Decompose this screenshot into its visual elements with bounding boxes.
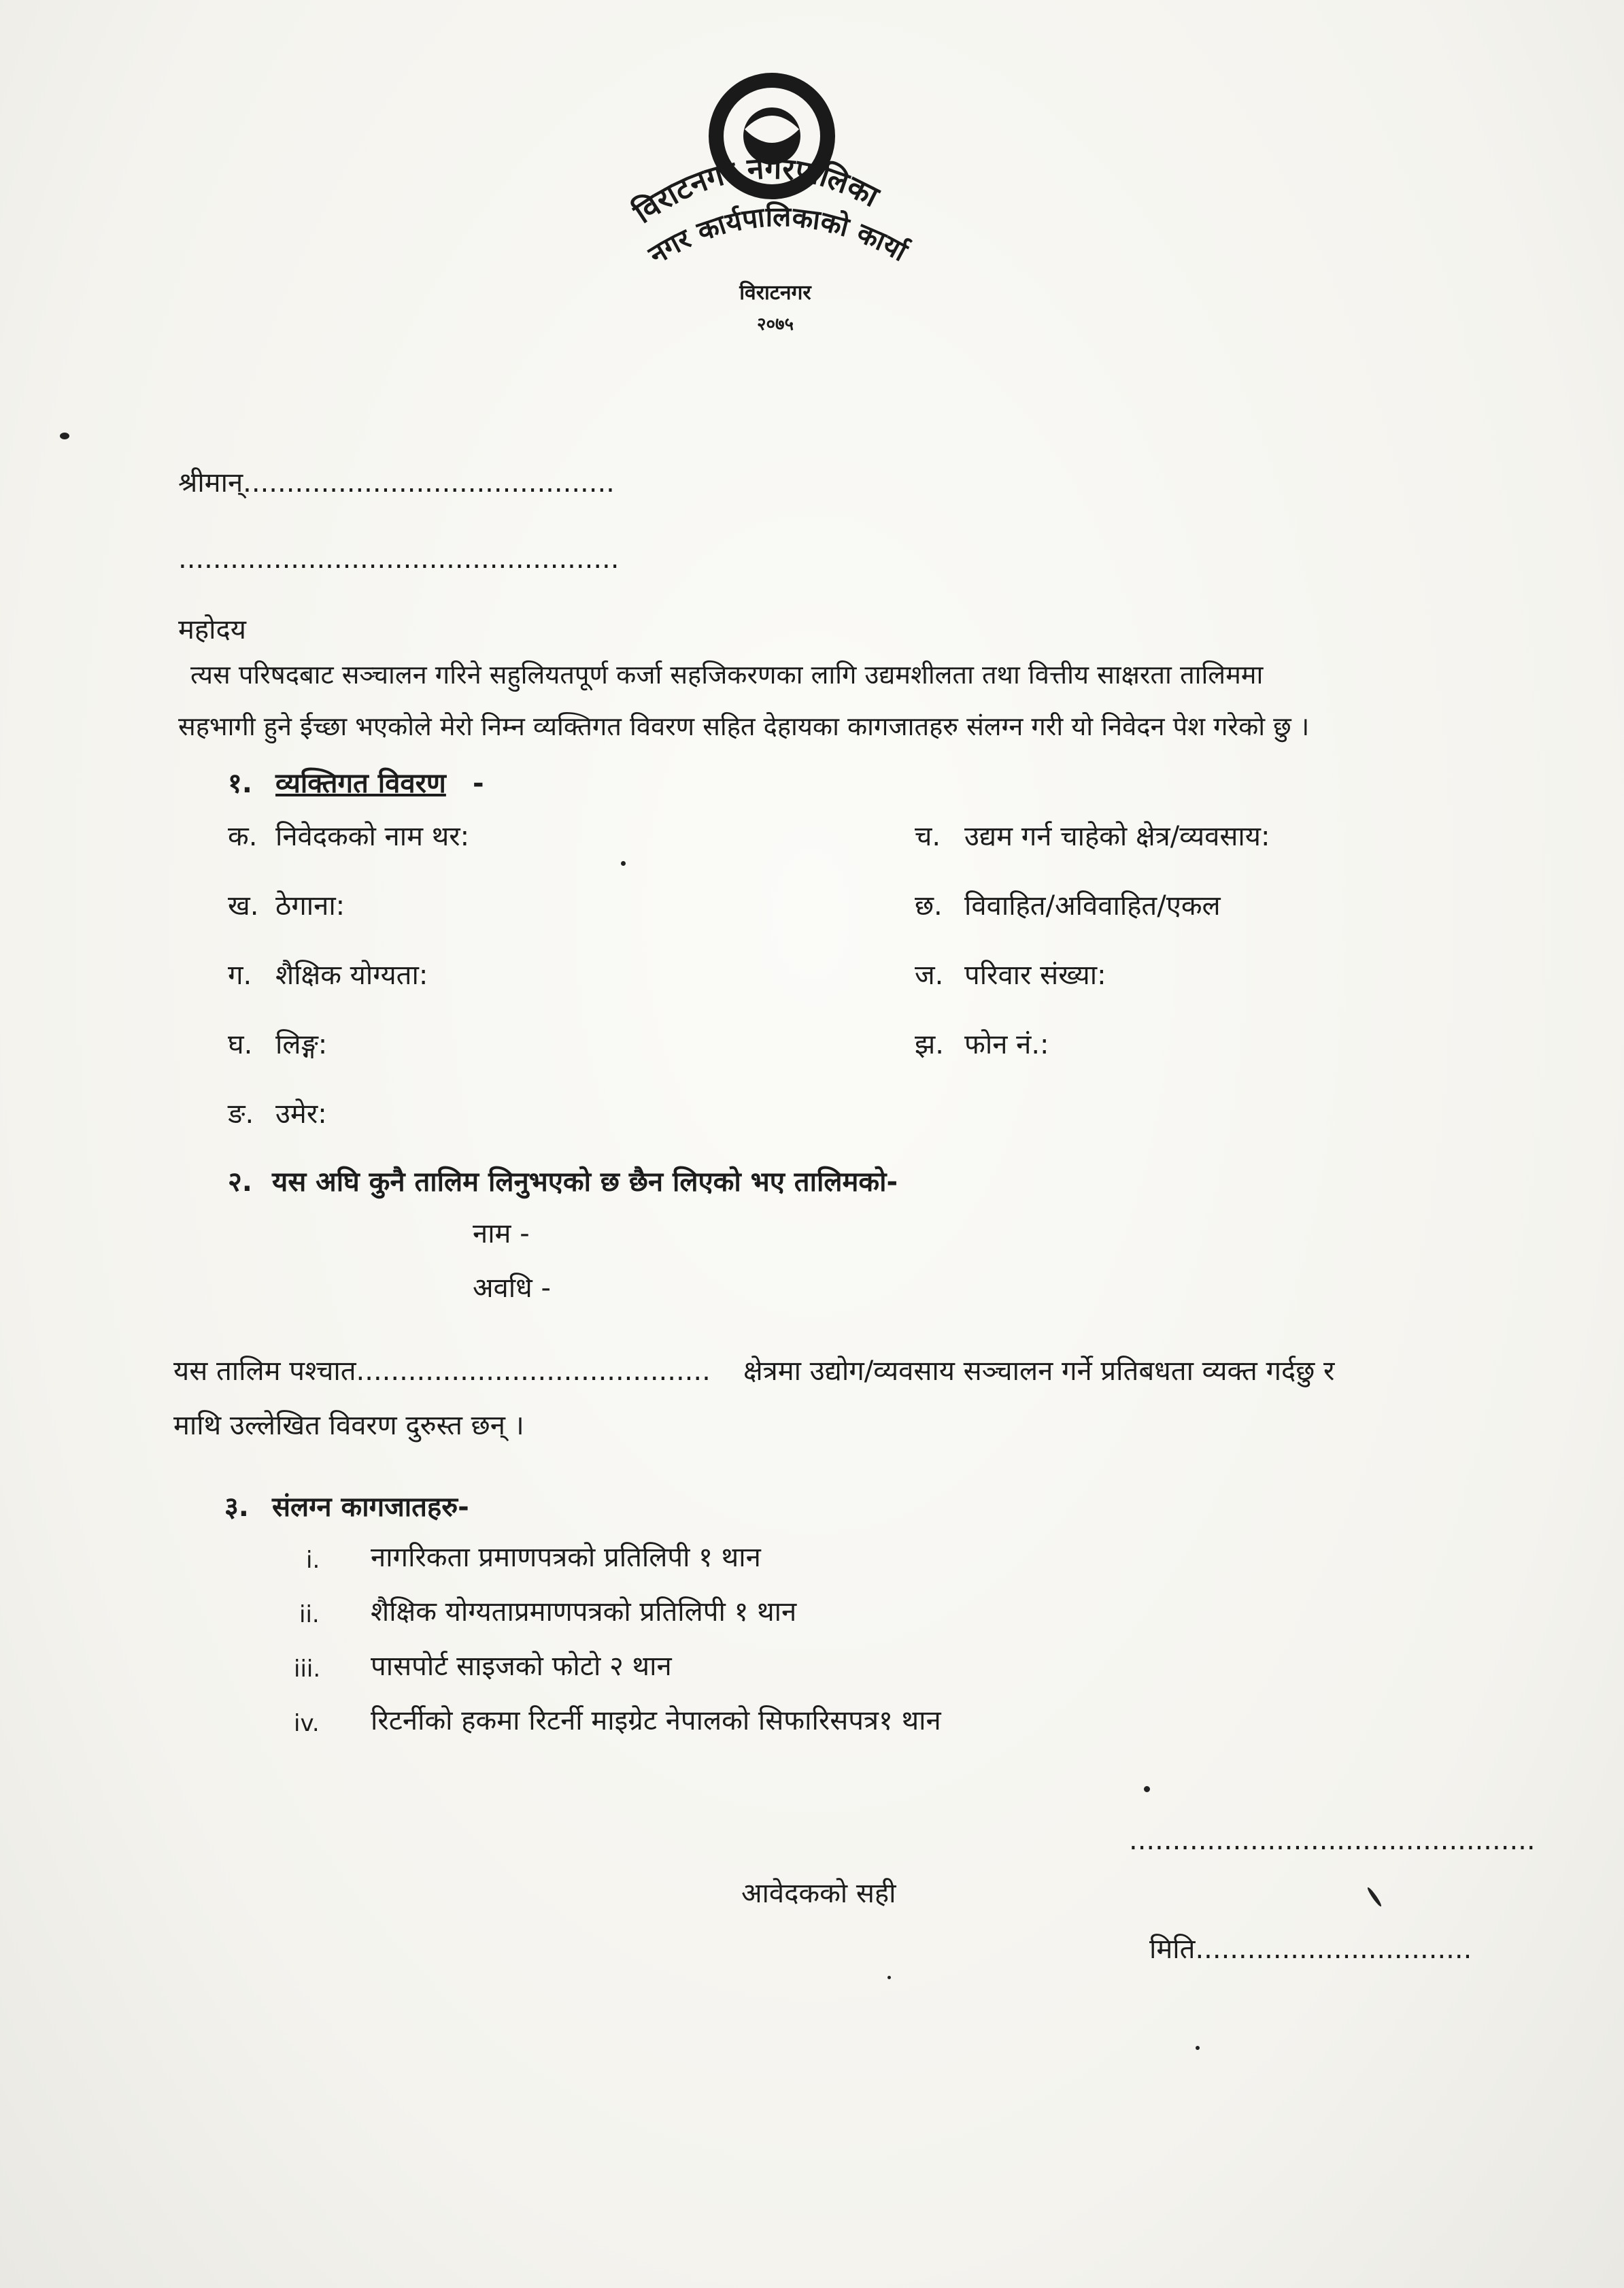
- field-age: उमेर:: [275, 1098, 327, 1130]
- signature-label: आवेदकको सही: [741, 1878, 896, 1909]
- field-gender: लिङ्ग:: [275, 1029, 328, 1060]
- field-marker: ग.: [228, 960, 252, 991]
- section3-number: ३.: [224, 1492, 249, 1523]
- field-marker: च.: [915, 821, 941, 852]
- field-family-size: परिवार संख्या:: [964, 960, 1106, 991]
- field-marker: ज.: [915, 960, 944, 991]
- section1-title-suffix: -: [473, 768, 484, 799]
- svg-text:नगर कार्यपालिकाको कार्यालय: [615, 61, 914, 271]
- seal-emblem-icon: [615, 61, 915, 347]
- paper-speck: [1366, 1886, 1383, 1907]
- training-name-label: नाम -: [473, 1218, 530, 1249]
- field-marker: ख.: [228, 890, 259, 922]
- seal-text-3: विराटनगर: [739, 281, 811, 305]
- section1-title: व्यक्तिगत विवरण: [275, 768, 446, 799]
- signature-line: ...............................................: [1129, 1825, 1536, 1856]
- commitment-line-2: माथि उल्लेखित विवरण दुरुस्त छन् ।: [173, 1410, 524, 1441]
- field-education: शैक्षिक योग्यता:: [275, 960, 428, 991]
- seal-text-4: २०७५: [756, 314, 794, 335]
- field-marker: घ.: [228, 1029, 253, 1060]
- commitment-line-1b: क्षेत्रमा उद्योग/व्यवसाय सञ्चालन गर्ने प्रतिबधता व्यक्त गर्दछु र: [743, 1356, 1335, 1387]
- field-marital-status: विवाहित/अविवाहित/एकल: [964, 890, 1221, 922]
- attachment-returnee-recommendation: रिटर्नीको हकमा रिटर्नी माइग्रेट नेपालको सिफारिसपत्र१ थान: [371, 1705, 941, 1736]
- paper-speck: [621, 861, 626, 866]
- field-business-sector: उद्यम गर्न चाहेको क्षेत्र/व्यवसाय:: [964, 821, 1270, 852]
- section2-title: यस अघि कुनै तालिम लिनुभएको छ छैन लिएको भए तालिमको-: [272, 1166, 898, 1198]
- section3-title: संलग्न कागजातहरु-: [272, 1492, 469, 1523]
- date-field: मिति................................: [1149, 1934, 1472, 1965]
- field-marker: क.: [228, 821, 258, 852]
- list-marker: iv.: [294, 1710, 320, 1737]
- field-applicant-name: निवेदकको नाम थर:: [275, 821, 470, 852]
- field-marker: झ.: [915, 1029, 944, 1060]
- intro-line-1: त्यस परिषदबाट सञ्चालन गरिने सहुलियतपूर्ण कर्जा सहजिकरणका लागि उद्यमशीलता तथा वित्तीय साक्षरता तालिममा: [190, 660, 1264, 690]
- intro-line-2: सहभागी हुने ईच्छा भएकोले मेरो निम्न व्यक्तिगत विवरण सहित देहायका कागजातहरु संलग्न गरी यो निवेदन पेश गरेको छु ।: [178, 711, 1310, 741]
- seal-text-1: विराटनगर नगरपालिका: [627, 151, 885, 231]
- paper-speck: [1144, 1786, 1150, 1792]
- commitment-line-1a: यस तालिम पश्चात.........................................: [173, 1356, 711, 1387]
- section1-number: १.: [228, 768, 252, 799]
- list-marker: i.: [306, 1547, 320, 1574]
- field-address: ठेगाना:: [275, 890, 345, 922]
- field-marker: छ.: [915, 890, 943, 922]
- attachment-education-certificate: शैक्षिक योग्यताप्रमाणपत्रको प्रतिलिपी १ थान: [371, 1596, 797, 1628]
- attachment-citizenship: नागरिकता प्रमाणपत्रको प्रतिलिपी १ थान: [371, 1542, 761, 1573]
- salutation: महोदय: [178, 614, 246, 645]
- section2-number: २.: [228, 1166, 252, 1198]
- field-phone: फोन नं.:: [964, 1029, 1049, 1060]
- attachment-passport-photo: पासपोर्ट साइजको फोटो २ थान: [371, 1651, 672, 1682]
- address-line-2: ...................................................: [178, 543, 620, 575]
- municipality-seal: [615, 61, 915, 347]
- training-duration-label: अवधि -: [473, 1273, 551, 1304]
- paper-speck: [1196, 2046, 1200, 2050]
- list-marker: ii.: [299, 1601, 320, 1628]
- list-marker: iii.: [294, 1655, 321, 1683]
- address-line-1: श्रीमान्...........................................: [178, 467, 615, 499]
- seal-text-2: नगर कार्यपालिकाको कार्या: [643, 201, 913, 271]
- paper-speck: [60, 433, 69, 439]
- paper-speck: [887, 1976, 891, 1979]
- field-marker: ङ.: [228, 1098, 254, 1130]
